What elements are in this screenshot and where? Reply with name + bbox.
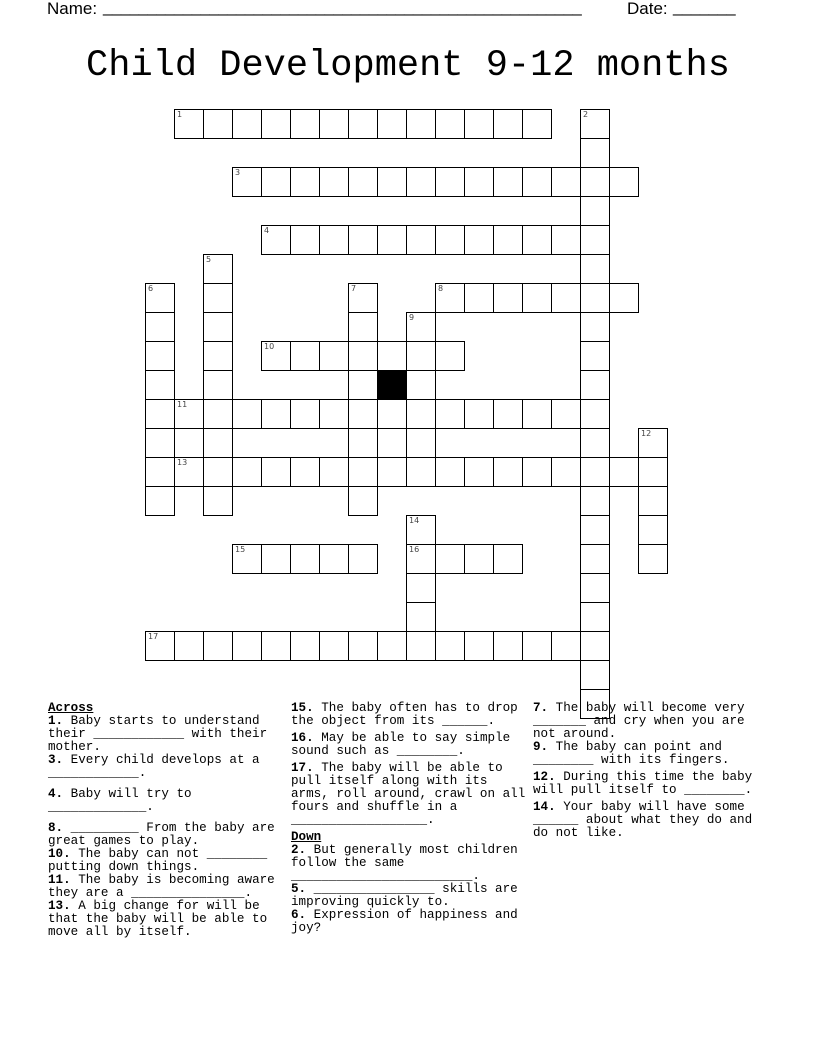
grid-cell[interactable] <box>493 109 523 139</box>
grid-cell[interactable] <box>319 109 349 139</box>
grid-cell[interactable] <box>580 283 610 313</box>
grid-cell[interactable] <box>290 399 320 429</box>
cell-number: 6 <box>148 284 154 293</box>
grid-cell[interactable] <box>580 660 610 690</box>
clue-down-6 <box>291 909 527 935</box>
grid-cell[interactable] <box>638 515 668 545</box>
clue-across-4 <box>48 788 284 814</box>
clues-column-1 <box>48 702 284 939</box>
date-line[interactable]: _______ <box>673 0 735 16</box>
grid-cell[interactable] <box>464 109 494 139</box>
grid-cell[interactable] <box>435 457 465 487</box>
grid-cell[interactable] <box>203 428 233 458</box>
grid-cell[interactable] <box>319 399 349 429</box>
grid-cell[interactable] <box>319 341 349 371</box>
grid-cell[interactable] <box>406 225 436 255</box>
clue-text: The baby will become very _______ and cry when you are not around. <box>533 701 745 741</box>
cell-number: 2 <box>583 110 589 119</box>
grid-cell[interactable] <box>203 283 233 313</box>
grid-cell[interactable] <box>348 370 378 400</box>
grid-cell[interactable] <box>145 457 175 487</box>
grid-cell[interactable] <box>493 631 523 661</box>
clue-number: 6. <box>291 908 307 922</box>
clue-text: The baby is becoming aware they are a _______________. <box>48 873 275 900</box>
grid-cell[interactable] <box>406 167 436 197</box>
grid-cell[interactable] <box>319 167 349 197</box>
grid-cell[interactable] <box>319 631 349 661</box>
across-heading: Across <box>48 701 94 715</box>
grid-cell[interactable] <box>406 109 436 139</box>
grid-cell[interactable] <box>580 370 610 400</box>
grid-cell[interactable] <box>580 196 610 226</box>
grid-cell[interactable] <box>261 167 291 197</box>
grid-cell[interactable] <box>348 283 378 313</box>
grid-cell[interactable] <box>464 399 494 429</box>
grid-cell[interactable] <box>406 428 436 458</box>
grid-cell[interactable] <box>290 631 320 661</box>
grid-cell[interactable] <box>580 573 610 603</box>
cell-number: 7 <box>351 284 357 293</box>
grid-cell[interactable] <box>232 167 262 197</box>
clue-number: 10. <box>48 847 71 861</box>
grid-cell[interactable] <box>145 370 175 400</box>
grid-cell[interactable] <box>203 631 233 661</box>
grid-cell[interactable] <box>377 167 407 197</box>
clue-across-11 <box>48 874 284 900</box>
grid-cell[interactable] <box>203 486 233 516</box>
grid-cell[interactable] <box>290 457 320 487</box>
grid-cell[interactable] <box>348 457 378 487</box>
grid-cell[interactable] <box>580 631 610 661</box>
grid-cell[interactable] <box>522 225 552 255</box>
grid-cell[interactable] <box>406 370 436 400</box>
grid-cell[interactable] <box>406 399 436 429</box>
grid-cell[interactable] <box>377 341 407 371</box>
grid-cell[interactable] <box>348 312 378 342</box>
grid-cell[interactable] <box>435 225 465 255</box>
cell-number: 12 <box>641 429 652 438</box>
grid-cell[interactable] <box>638 457 668 487</box>
grid-cell[interactable] <box>261 341 291 371</box>
grid-cell[interactable] <box>261 399 291 429</box>
clue-text: Expression of happiness and joy? <box>291 908 518 935</box>
grid-cell[interactable] <box>203 312 233 342</box>
clue-text: A big change for will be that the baby will be able to move all by itself. <box>48 899 268 939</box>
grid-cell[interactable] <box>464 167 494 197</box>
clue-number: 16. <box>291 731 314 745</box>
grid-cell[interactable] <box>638 486 668 516</box>
grid-cell[interactable] <box>174 457 204 487</box>
grid-cell[interactable] <box>522 457 552 487</box>
clue-number: 2. <box>291 843 307 857</box>
grid-cell[interactable] <box>609 457 639 487</box>
grid-cell[interactable] <box>638 428 668 458</box>
grid-cell[interactable] <box>203 457 233 487</box>
clue-text: During this time the baby will pull itself to ________. <box>533 770 753 797</box>
grid-cell[interactable] <box>493 399 523 429</box>
grid-cell[interactable] <box>493 225 523 255</box>
clue-number: 11. <box>48 873 71 887</box>
clue-number: 5. <box>291 882 307 896</box>
clue-across-3 <box>48 754 284 780</box>
grid-cell[interactable] <box>232 109 262 139</box>
grid-cell[interactable] <box>522 167 552 197</box>
grid-cell[interactable] <box>261 544 291 574</box>
grid-cell[interactable] <box>580 602 610 632</box>
grid-cell[interactable] <box>348 486 378 516</box>
down-heading: Down <box>291 830 322 844</box>
grid-cell[interactable] <box>522 109 552 139</box>
grid-cell[interactable] <box>406 573 436 603</box>
grid-cell[interactable] <box>435 399 465 429</box>
grid-cell[interactable] <box>174 109 204 139</box>
cell-number: 4 <box>264 226 270 235</box>
grid-cell[interactable] <box>580 225 610 255</box>
grid-cell[interactable] <box>348 544 378 574</box>
grid-cell[interactable] <box>638 544 668 574</box>
clue-text: Baby starts to understand their ____________ with their mother. <box>48 714 268 754</box>
grid-cell[interactable] <box>580 428 610 458</box>
grid-cell[interactable] <box>319 225 349 255</box>
grid-cell[interactable] <box>203 109 233 139</box>
clues-column-3 <box>533 702 771 840</box>
grid-cell[interactable] <box>406 631 436 661</box>
grid-cell[interactable] <box>580 254 610 284</box>
grid-cell[interactable] <box>609 167 639 197</box>
grid-cell[interactable] <box>348 109 378 139</box>
grid-block <box>377 370 407 400</box>
grid-cell[interactable] <box>406 341 436 371</box>
clue-number: 3. <box>48 753 64 767</box>
grid-cell[interactable] <box>435 341 465 371</box>
grid-cell[interactable] <box>464 631 494 661</box>
clue-text: _________ From the baby are great games to play. <box>48 821 275 848</box>
clue-down-12 <box>533 771 771 797</box>
grid-cell[interactable] <box>464 457 494 487</box>
cell-number: 11 <box>177 400 188 409</box>
grid-cell[interactable] <box>145 428 175 458</box>
grid-cell[interactable] <box>551 399 581 429</box>
grid-cell[interactable] <box>435 109 465 139</box>
clue-number: 9. <box>533 740 549 754</box>
clue-down-9 <box>533 741 771 767</box>
grid-cell[interactable] <box>522 631 552 661</box>
clue-across-17 <box>291 762 527 827</box>
grid-cell[interactable] <box>290 341 320 371</box>
grid-cell[interactable] <box>493 167 523 197</box>
grid-cell[interactable] <box>522 399 552 429</box>
grid-cell[interactable] <box>406 312 436 342</box>
grid-cell[interactable] <box>290 544 320 574</box>
grid-cell[interactable] <box>261 457 291 487</box>
cell-number: 14 <box>409 516 420 525</box>
clue-number: 17. <box>291 761 314 775</box>
clue-across-16 <box>291 732 527 758</box>
clue-number: 8. <box>48 821 64 835</box>
grid-cell[interactable] <box>348 167 378 197</box>
clue-text: The baby will be able to pull itself along with its arms, roll around, crawl on all fours and shuffle in a __________________. <box>291 761 526 827</box>
grid-cell[interactable] <box>377 399 407 429</box>
grid-cell[interactable] <box>493 457 523 487</box>
grid-cell[interactable] <box>348 631 378 661</box>
grid-cell[interactable] <box>145 486 175 516</box>
cell-number: 15 <box>235 545 246 554</box>
clue-down-5 <box>291 883 527 909</box>
clues-column-2 <box>291 702 527 935</box>
clue-text: The baby often has to drop the object from its ______. <box>291 701 518 728</box>
cell-number: 3 <box>235 168 241 177</box>
grid-cell[interactable] <box>580 399 610 429</box>
cell-number: 10 <box>264 342 275 351</box>
grid-cell[interactable] <box>435 167 465 197</box>
grid-cell[interactable] <box>551 225 581 255</box>
grid-cell[interactable] <box>261 109 291 139</box>
grid-cell[interactable] <box>348 225 378 255</box>
clue-number: 4. <box>48 787 64 801</box>
clue-across-15 <box>291 702 527 728</box>
name-label: Name: <box>47 0 98 18</box>
grid-cell[interactable] <box>261 631 291 661</box>
grid-cell[interactable] <box>232 457 262 487</box>
grid-cell[interactable] <box>464 544 494 574</box>
grid-cell[interactable] <box>319 544 349 574</box>
grid-cell[interactable] <box>232 544 262 574</box>
page-title: Child Development 9-12 months <box>86 45 730 87</box>
grid-cell[interactable] <box>174 631 204 661</box>
cell-number: 8 <box>438 284 444 293</box>
cell-number: 1 <box>177 110 183 119</box>
grid-cell[interactable] <box>174 399 204 429</box>
grid-cell[interactable] <box>232 631 262 661</box>
clue-text: The baby can point and ________ with its fingers. <box>533 740 730 767</box>
clue-down-14 <box>533 801 771 840</box>
clue-down-2 <box>291 844 527 883</box>
grid-cell[interactable] <box>580 515 610 545</box>
grid-cell[interactable] <box>580 138 610 168</box>
clue-across-10 <box>48 848 284 874</box>
clue-across-13 <box>48 900 284 939</box>
grid-cell[interactable] <box>348 428 378 458</box>
cell-number: 5 <box>206 255 212 264</box>
grid-cell[interactable] <box>145 631 175 661</box>
grid-cell[interactable] <box>464 283 494 313</box>
grid-cell[interactable] <box>406 544 436 574</box>
cell-number: 16 <box>409 545 420 554</box>
grid-cell[interactable] <box>348 341 378 371</box>
grid-cell[interactable] <box>551 457 581 487</box>
grid-cell[interactable] <box>493 283 523 313</box>
clue-across-1 <box>48 715 284 754</box>
grid-cell[interactable] <box>580 312 610 342</box>
grid-cell[interactable] <box>319 457 349 487</box>
clue-number: 15. <box>291 701 314 715</box>
grid-cell[interactable] <box>232 399 262 429</box>
clue-text: ________________ skills are improving quickly to. <box>291 882 518 909</box>
clue-text: But generally most children follow the same ________________________. <box>291 843 518 883</box>
grid-cell[interactable] <box>551 167 581 197</box>
clue-number: 12. <box>533 770 556 784</box>
clue-number: 14. <box>533 800 556 814</box>
grid-cell[interactable] <box>377 225 407 255</box>
clue-number: 7. <box>533 701 549 715</box>
grid-cell[interactable] <box>145 283 175 313</box>
grid-cell[interactable] <box>377 631 407 661</box>
name-line[interactable]: ______________________________________________________ <box>103 0 582 16</box>
grid-cell[interactable] <box>551 283 581 313</box>
grid-cell[interactable] <box>145 399 175 429</box>
clue-number: 1. <box>48 714 64 728</box>
clue-text: The baby can not ________ putting down things. <box>48 847 268 874</box>
date-label: Date: <box>627 0 668 18</box>
grid-cell[interactable] <box>377 457 407 487</box>
grid-cell[interactable] <box>435 631 465 661</box>
grid-cell[interactable] <box>580 167 610 197</box>
grid-cell[interactable] <box>580 341 610 371</box>
clue-text: Your baby will have some ______ about what they do and do not like. <box>533 800 753 840</box>
grid-cell[interactable] <box>145 312 175 342</box>
grid-cell[interactable] <box>464 225 494 255</box>
cell-number: 9 <box>409 313 415 322</box>
grid-cell[interactable] <box>580 486 610 516</box>
grid-cell[interactable] <box>435 544 465 574</box>
grid-cell[interactable] <box>145 341 175 371</box>
grid-cell[interactable] <box>290 225 320 255</box>
grid-cell[interactable] <box>406 602 436 632</box>
grid-cell[interactable] <box>290 109 320 139</box>
clue-text: Baby will try to _____________. <box>48 787 192 814</box>
grid-cell[interactable] <box>261 225 291 255</box>
cell-number: 17 <box>148 632 159 641</box>
clue-down-7 <box>533 702 771 741</box>
grid-cell[interactable] <box>203 341 233 371</box>
grid-cell[interactable] <box>377 109 407 139</box>
grid-cell[interactable] <box>551 631 581 661</box>
grid-cell[interactable] <box>203 370 233 400</box>
grid-cell[interactable] <box>435 283 465 313</box>
grid-cell[interactable] <box>406 515 436 545</box>
clue-across-8 <box>48 822 284 848</box>
grid-cell[interactable] <box>609 283 639 313</box>
grid-cell[interactable] <box>290 167 320 197</box>
clue-text: May be able to say simple sound such as ________. <box>291 731 511 758</box>
clue-text: Every child develops at a ____________. <box>48 753 260 780</box>
grid-cell[interactable] <box>203 399 233 429</box>
grid-cell[interactable] <box>580 544 610 574</box>
cell-number: 13 <box>177 458 188 467</box>
grid-cell[interactable] <box>493 544 523 574</box>
grid-cell[interactable] <box>348 399 378 429</box>
grid-cell[interactable] <box>203 254 233 284</box>
clue-number: 13. <box>48 899 71 913</box>
grid-cell[interactable] <box>522 283 552 313</box>
grid-cell[interactable] <box>406 457 436 487</box>
grid-cell[interactable] <box>580 109 610 139</box>
grid-cell[interactable] <box>580 457 610 487</box>
